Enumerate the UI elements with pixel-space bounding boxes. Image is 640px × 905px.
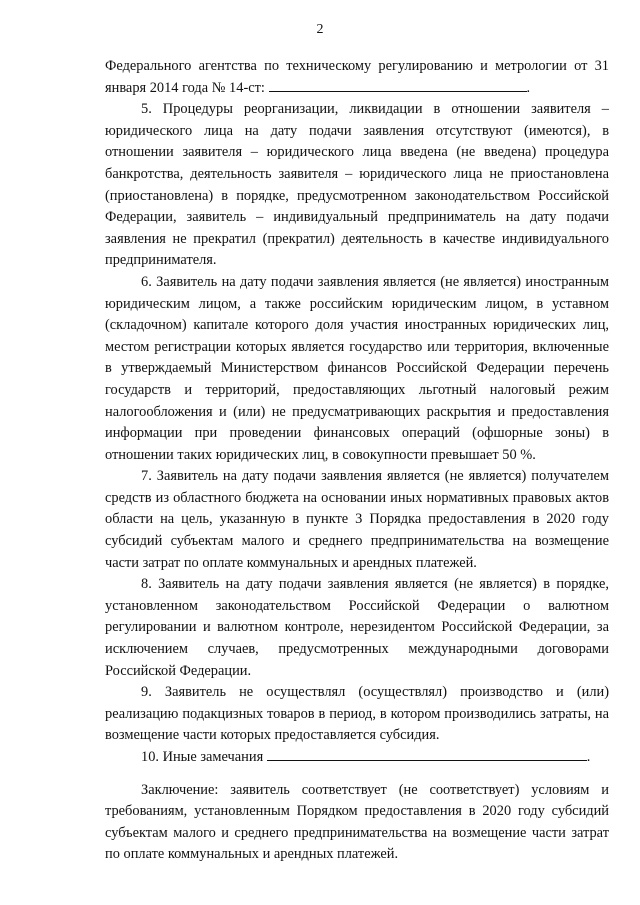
document-body xyxy=(105,56,609,866)
conclusion-paragraph: Заключение: заявитель соответствует (не соответствует) условиям и требованиям, установленным Порядком предоставления в 2020 году субсидий субъектам малого и среднего предпринимательства на возмещение части затрат по оплате коммунальных и арендных платежей. xyxy=(105,781,609,863)
paragraph-10-label: 10. Иные замечания xyxy=(141,749,264,765)
paragraph-8: 8. Заявитель на дату подачи заявления является (не является) в порядке, установленном законодательством Российской Федерации о валютном регулировании и валютном контроле, нерезидентом Российской Федерации, за исключением случаев, предусмотренных международными договорами Российской Федерации. xyxy=(105,576,609,679)
paragraph-continued-text: Федерального агентства по техническому регулированию и метрологии от 31 января 2014 года № 14-ст: xyxy=(105,58,609,96)
paragraph-9: 9. Заявитель не осуществлял (осуществлял) производство и (или) реализацию подакцизных товаров в период, в котором производились затраты, на возмещение части которых предоставляется субсидия. xyxy=(105,684,609,744)
paragraph-10-end: . xyxy=(586,749,591,765)
page-number: 2 xyxy=(316,22,324,37)
paragraph-10 xyxy=(105,747,609,769)
blank-line xyxy=(269,78,527,92)
paragraph-continued xyxy=(105,56,609,99)
blank-line xyxy=(267,747,587,761)
paragraph-5: 5. Процедуры реорганизации, ликвидации в отношении заявителя – юридического лица на дату подачи заявления отсутствуют (имеются), в отношении заявителя – юридического лица введена (не введена) процедура банкротства, деятельность заявителя – юридического лица не приостановлена (приостановлена) в порядке, предусмотренном законодательством Российской Федерации, заявитель – индивидуальный предприниматель на дату подачи заявления не прекратил (прекратил) деятельность в качестве индивидуального предпринимателя. xyxy=(105,101,609,269)
paragraph-6: 6. Заявитель на дату подачи заявления является (не является) иностранным юридическим лицом, а также российским юридическим лицом, в уставном (складочном) капитале которого доля участия иностранных юридических лиц, местом регистрации которых является государство или территория, включенные в утверждаемый Министерством финансов Российской Федерации перечень государств и территорий, предоставляющих льготный налоговый режим налогообложения и (или) не предусматривающих раскрытия и предоставления информации при проведении финансовых операций (офшорные зоны) в отношении таких юридических лиц, в совокупности превышает 50 %. xyxy=(105,273,609,463)
paragraph-7: 7. Заявитель на дату подачи заявления является (не является) получателем средств из областного бюджета на основании иных нормативных правовых актов области на цель, указанную в пункте 3 Порядка предоставления в 2020 году субсидий субъектам малого и среднего предпринимательства на возмещение части затрат по оплате коммунальных и арендных платежей. xyxy=(105,468,609,571)
paragraph-continued-end: . xyxy=(526,79,531,96)
